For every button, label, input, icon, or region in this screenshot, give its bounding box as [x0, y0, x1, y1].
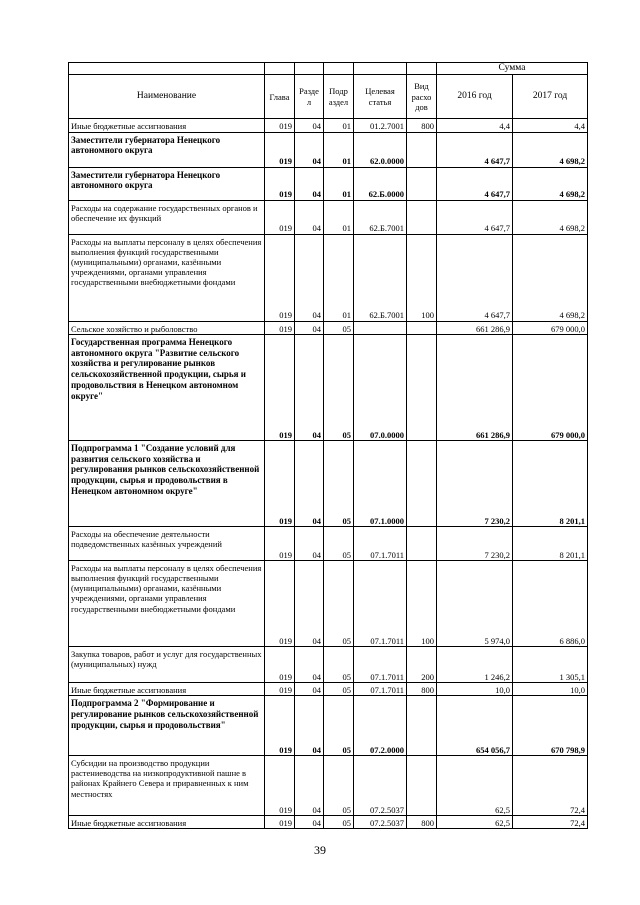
y2017-header: 2017 год	[513, 75, 588, 119]
table-row: Иные бюджетные ассигнования 019 04 05 07.2.5037 800 62,5 72,4	[69, 815, 588, 828]
table-row: Заместители губернатора Ненецкого автономного округа 019 04 01 62.0.0000 4 647,7 4 698,2	[69, 132, 588, 167]
table-row: Закупка товаров, работ и услуг для государственных (муниципальных) нужд 019 04 05 07.1.7011 200 1 246,2 1 305,1	[69, 646, 588, 682]
glava-header: Глава	[265, 75, 295, 119]
table-row: Иные бюджетные ассигнования 019 04 01 01.2.7001 800 4,4 4,4	[69, 119, 588, 132]
table-row: Расходы на выплаты персоналу в целях обеспечения выполнения функций государственными (муниципальными) органами, казёнными учреждениями, органами управления государственными внебюджетными фондами 019 04 01 62.Б.7001 100 4 647,7 4 698,2	[69, 234, 588, 321]
header-row	[69, 75, 588, 119]
razdel-header: Разде л	[295, 75, 324, 119]
table-row: Заместители губернатора Ненецкого автономного округа 019 04 01 62.Б.0000 4 647,7 4 698,2	[69, 167, 588, 200]
table-row: Сельское хозяйство и рыболовство 019 04 05 661 286,9 679 000,0	[69, 321, 588, 334]
table-row: Расходы на содержание государственных органов и обеспечение их функций 019 04 01 62.Б.7001 4 647,7 4 698,2	[69, 200, 588, 234]
table-body	[69, 119, 588, 829]
table-row: Иные бюджетные ассигнования 019 04 05 07.1.7011 800 10,0 10,0	[69, 682, 588, 695]
budget-table	[68, 62, 588, 829]
table-row: Государственная программа Ненецкого автономного округа "Развитие сельского хозяйства и регулирование рынков сельскохозяйственной продукции, сырья и продовольствия в Ненецком автономном округе" 019 04 05 07.0.0000 661 286,9 679 000,0	[69, 334, 588, 440]
y2016-header: 2016 год	[437, 75, 513, 119]
header-row-top	[69, 63, 588, 75]
vid-header: Вид расхо дов	[407, 75, 437, 119]
page-number: 39	[314, 843, 326, 857]
table-row: Расходы на обеспечение деятельности подведомственных казённых учреждений 019 04 05 07.1.7011 7 230,2 8 201,1	[69, 526, 588, 560]
table-row: Расходы на выплаты персоналу в целях обеспечения выполнения функций государственными (муниципальными) органами, казёнными учреждениями, органами управления государственными внебюджетными фондами 019 04 05 07.1.7011 100 5 974,0 6 886,0	[69, 560, 588, 646]
name-header: Наименование	[69, 75, 265, 119]
table-row: Подпрограмма 2 "Формирование и регулирование рынков сельскохозяйственной продукции, сырья и продовольствия" 019 04 05 07.2.0000 654 056,7 670 798,9	[69, 695, 588, 755]
table-row: Подпрограмма 1 "Создание условий для развития сельского хозяйства и регулирования рынков сельскохозяйственной продукции, сырья и продовольствия в Ненецком автономном округе" 019 04 05 07.1.0000 7 230,2 8 201,1	[69, 440, 588, 526]
sum-header: Сумма	[437, 63, 588, 75]
podrazdel-header: Подр аздел	[324, 75, 354, 119]
target-header: Целевая статья	[354, 75, 407, 119]
table-row: Субсидии на производство продукции растениеводства на низкопродуктивной пашне в районах Крайнего Севера и приравненных к ним местностях 019 04 05 07.2.5037 62,5 72,4	[69, 755, 588, 815]
